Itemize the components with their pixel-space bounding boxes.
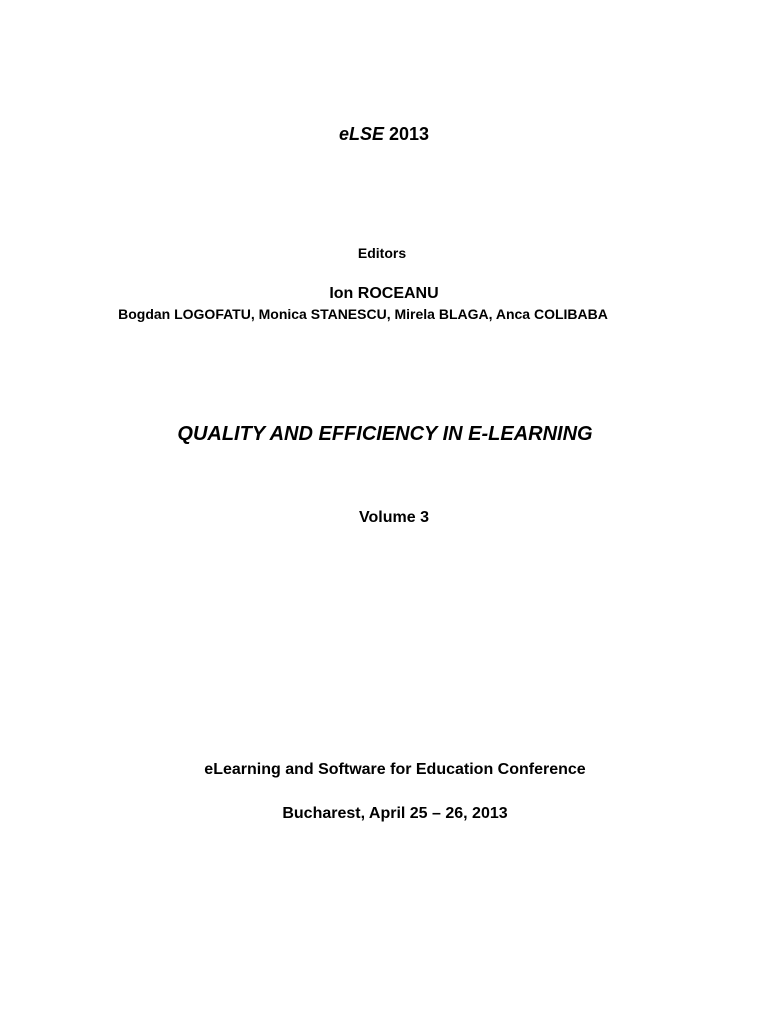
conference-acronym: eLSE [338, 124, 384, 144]
conference-abbreviation [0, 125, 768, 143]
volume-number: Volume 3 [359, 509, 429, 526]
chief-editor: Ion ROCEANU [329, 285, 439, 302]
co-editors: Bogdan LOGOFATU, Monica STANESCU, Mirela BLAGA, Anca COLIBABA [118, 306, 608, 322]
conference-place-date: Bucharest, April 25 – 26, 2013 [282, 805, 508, 822]
conference-year: 2013 [389, 124, 430, 144]
book-title: QUALITY AND EFFICIENCY IN E-LEARNING [177, 423, 593, 445]
editors-label: Editors [357, 245, 407, 261]
conference-name: eLearning and Software for Education Conference [204, 761, 586, 778]
